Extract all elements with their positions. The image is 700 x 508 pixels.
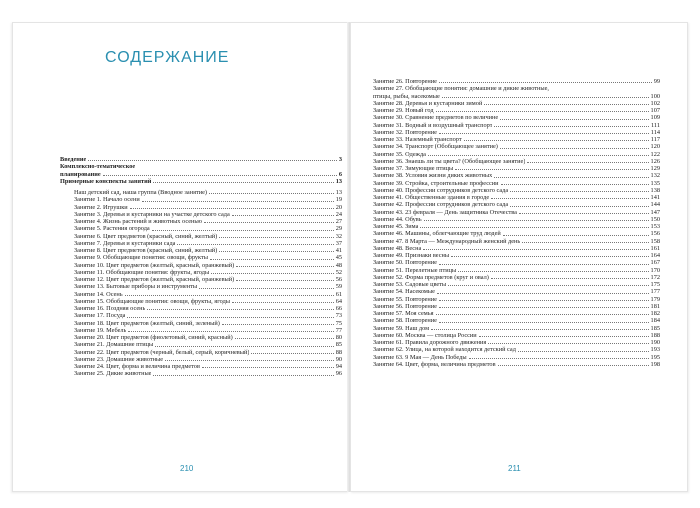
toc-entry-page: 170 (650, 266, 660, 274)
toc-dot-leader (439, 133, 649, 134)
toc-dot-leader (222, 324, 334, 325)
toc-entry (60, 218, 342, 225)
toc-dot-leader (494, 126, 649, 127)
toc-dot-leader (451, 256, 648, 257)
toc-entry-title: Занятие 2. Игрушки (74, 203, 128, 211)
toc-dot-leader (177, 244, 333, 245)
toc-entry (373, 172, 660, 179)
toc-entry-page: 172 (650, 273, 660, 281)
toc-entry (60, 356, 342, 363)
toc-entry-page: 19 (335, 196, 342, 204)
toc-dot-leader (498, 365, 649, 366)
toc-entry (373, 332, 660, 339)
toc-entry-title: Занятие 8. Цвет предметов (красный, синий, желтый) (74, 247, 218, 254)
toc-entry-page: 37 (335, 239, 342, 247)
toc-entry-title: Занятие 42. Профессии сотрудников детского сада (373, 201, 509, 209)
toc-entry-page: 90 (335, 355, 342, 363)
toc-entry-title: Занятие 32. Повторение (373, 128, 437, 136)
toc-entry-page: 177 (650, 288, 660, 296)
toc-entry-page: 147 (650, 208, 660, 216)
toc-dot-leader (439, 307, 649, 308)
toc-entry (373, 274, 660, 281)
toc-dot-leader (251, 353, 333, 354)
toc-dot-leader (142, 201, 334, 202)
toc-entry (60, 327, 342, 334)
toc-entry-page: 88 (335, 348, 342, 356)
toc-entry (373, 223, 660, 230)
toc-entry-page: 150 (650, 215, 660, 223)
toc-entry-page: 41 (335, 247, 342, 254)
toc-entry-page: 48 (335, 261, 342, 269)
page-number-left: 210 (180, 464, 194, 473)
toc-entry-page: 32 (335, 232, 342, 240)
toc-entry-title: Занятие 50. Повторение (373, 259, 437, 267)
toc-entry-title: Занятие 64. Цвет, форма, величина предметов (373, 360, 496, 368)
toc-entry (373, 187, 660, 194)
toc-entry-title: Занятие 16. Поздняя осень (74, 305, 146, 312)
toc-entry-page: 85 (335, 341, 342, 349)
toc-entry (60, 196, 342, 203)
toc-entry-title: Занятие 33. Наземный транспорт (373, 136, 462, 143)
toc-entry-title: Занятие 6. Цвет предметов (красный, синий, желтый) (74, 232, 218, 240)
toc-entry-page: 109 (650, 114, 660, 122)
toc-dot-leader (491, 278, 649, 279)
toc-entry (60, 189, 342, 196)
right-page (350, 22, 688, 492)
toc-dot-leader (130, 208, 334, 209)
toc-entry (373, 296, 660, 303)
toc-entry-page: 132 (650, 172, 660, 180)
toc-entry (373, 78, 660, 85)
toc-entry (60, 341, 342, 348)
toc-dot-leader (431, 329, 648, 330)
toc-entry (373, 245, 660, 252)
toc-entry-page: 190 (650, 339, 660, 346)
toc-dot-leader (210, 259, 334, 260)
toc-entry (373, 310, 660, 317)
toc-entry-title: Занятие 31. Водный и воздушный транспорт (373, 121, 493, 129)
toc-entry-title: Занятие 9. Обобщающие понятия: овощи, фрукты (74, 254, 209, 262)
toc-entry (60, 291, 342, 298)
toc-entry-title: Примерные конспекты занятий (60, 177, 152, 185)
toc-entry-page: 94 (335, 363, 342, 370)
toc-entry (373, 143, 660, 150)
toc-list-right (373, 78, 660, 368)
toc-entry-title: Занятие 11. Обобщающие понятия: фрукты, ягоды (74, 268, 210, 276)
toc-entry-page: 107 (650, 107, 660, 114)
toc-entry-title: Занятие 12. Цвет предметов (желтый, красный, оранжевый) (74, 276, 235, 283)
toc-entry (373, 122, 660, 129)
toc-dot-leader (469, 358, 649, 359)
toc-dot-leader (484, 104, 648, 105)
toc-dot-leader (153, 375, 333, 376)
toc-dot-leader (147, 309, 333, 310)
toc-entry-title: Занятие 28. Деревья и кустарники зимой (373, 99, 483, 107)
toc-dot-leader (103, 175, 337, 176)
toc-entry-page: 175 (650, 281, 660, 288)
toc-entry-page: 164 (650, 252, 660, 259)
toc-entry (373, 129, 660, 136)
toc-dot-leader (439, 322, 649, 323)
toc-dot-leader (420, 227, 648, 228)
toc-dot-leader (209, 193, 334, 194)
toc-entry-title: Комплексно-тематическое (60, 163, 136, 171)
toc-entry (373, 107, 660, 114)
toc-entry (60, 240, 342, 247)
toc-entry (60, 204, 342, 211)
toc-entry-page: 52 (335, 268, 342, 276)
toc-entry-title: Занятие 58. Повторение (373, 317, 437, 325)
toc-list-left (60, 156, 342, 378)
toc-entry-title: Занятие 35. Одежда (373, 150, 426, 158)
toc-entry-title: Занятие 13. Бытовые приборы и инструменты (74, 283, 198, 291)
toc-dot-leader (428, 155, 649, 156)
toc-entry-title: Занятие 40. Профессии сотрудников детского сада (373, 186, 509, 194)
toc-entry-page: 153 (650, 223, 660, 230)
toc-entry-title: планирование (60, 170, 101, 178)
toc-entry (373, 325, 660, 332)
toc-entry-title: Занятие 20. Цвет предметов (фиолетовый, синий, красный) (74, 334, 233, 341)
toc-entry (373, 93, 660, 100)
toc-entry (373, 151, 660, 158)
toc-entry (373, 281, 660, 288)
toc-entry-title: Занятие 34. Транспорт (Обобщающее занятие) (373, 143, 498, 151)
toc-entry (373, 100, 660, 107)
toc-entry-title: Занятие 51. Перелетные птицы (373, 266, 457, 274)
toc-entry-page: 129 (650, 165, 660, 172)
toc-entry-title: Занятие 62. Улица, на которой находится детский сад (373, 346, 516, 354)
toc-entry-title: Занятие 17. Посуда (74, 312, 126, 320)
toc-entry-page: 138 (650, 186, 660, 194)
toc-entry (60, 363, 342, 370)
toc-entry-title: Занятие 44. Обувь (373, 215, 422, 223)
toc-entry-page: 77 (335, 326, 342, 334)
toc-entry (60, 156, 342, 163)
toc-entry-title: Занятие 21. Домашние птицы (74, 341, 154, 349)
toc-dot-leader (153, 182, 333, 183)
toc-entry-page: 182 (650, 310, 660, 317)
toc-entry-title: Занятие 41. Общественные здания в городе (373, 194, 490, 201)
toc-entry (60, 178, 342, 185)
toc-entry-title: Занятие 3. Деревья и кустарники на участке детского сада (74, 210, 230, 218)
toc-entry-page: 80 (335, 334, 342, 341)
toc-entry-page: 135 (650, 179, 660, 187)
toc-entry-page: 111 (651, 121, 660, 129)
toc-entry-title: Занятие 26. Повторение (373, 78, 437, 85)
toc-entry-page: 64 (335, 297, 342, 305)
toc-entry-title: Занятие 48. Весна (373, 244, 422, 252)
toc-entry (373, 339, 660, 346)
toc-entry-title: Занятие 63. 9 Мая — День Победы (373, 353, 467, 361)
toc-dot-leader (127, 317, 333, 318)
toc-entry-page: 195 (650, 353, 660, 361)
toc-entry-page: 61 (335, 290, 342, 298)
toc-entry (60, 298, 342, 305)
toc-entry-title: Занятие 5. Растения огорода (74, 225, 150, 233)
toc-entry (60, 269, 342, 276)
toc-entry-page: 167 (650, 259, 660, 267)
toc-entry-title: Занятие 15. Обобщающие понятия: овощи, фрукты, ягоды (74, 297, 231, 305)
toc-dot-leader (501, 184, 649, 185)
toc-entry-page: 102 (650, 99, 660, 107)
toc-entry-page: 24 (335, 210, 342, 218)
toc-entry-title: Занятие 19. Мебель (74, 326, 127, 334)
toc-entry-title: Занятие 53. Садовые цветы (373, 281, 447, 288)
toc-entry (373, 252, 660, 259)
toc-entry (373, 194, 660, 201)
toc-entry-page: 158 (650, 237, 660, 245)
toc-entry (373, 288, 660, 295)
toc-entry-page: 185 (650, 324, 660, 332)
toc-entry-page: 122 (650, 150, 660, 158)
toc-entry (373, 209, 660, 216)
toc-dot-leader (437, 293, 649, 294)
toc-entry (60, 262, 342, 269)
toc-entry (60, 233, 342, 240)
toc-entry-title: Занятие 1. Начало осени (74, 196, 140, 204)
toc-entry-page: 156 (650, 230, 660, 238)
toc-entry-title: Занятие 59. Наш дом (373, 324, 430, 332)
toc-entry-title: Занятие 61. Правила дорожного движения (373, 339, 487, 346)
toc-dot-leader (236, 280, 333, 281)
toc-entry-page: 181 (650, 302, 660, 310)
toc-entry (373, 317, 660, 324)
toc-entry-page: 75 (335, 319, 342, 327)
toc-dot-leader (219, 237, 333, 238)
toc-entry-title: Занятие 36. Знаешь ли ты цвета? (Обобщающее занятие) (373, 157, 526, 165)
toc-entry (373, 165, 660, 172)
toc-dot-leader (439, 300, 649, 301)
toc-entry-title: Занятие 57. Моя семья (373, 310, 434, 317)
toc-entry (373, 230, 660, 237)
toc-entry-page: 114 (650, 128, 660, 136)
toc-entry-page: 6 (338, 170, 342, 178)
toc-entry-title: Занятие 54. Насекомые (373, 288, 435, 296)
toc-entry (373, 216, 660, 223)
toc-dot-leader (527, 162, 648, 163)
toc-entry-title: Занятие 46. Машины, облегчающие труд людей (373, 230, 501, 238)
toc-entry-page: 193 (650, 346, 660, 354)
toc-dot-leader (155, 346, 333, 347)
toc-entry (60, 283, 342, 290)
toc-entry (373, 267, 660, 274)
toc-entry (60, 211, 342, 218)
toc-entry-page: 198 (650, 360, 660, 368)
toc-entry-title: Занятие 7. Деревья и кустарники сада (74, 239, 176, 247)
toc-entry (373, 303, 660, 310)
toc-entry (60, 247, 342, 254)
toc-entry (60, 225, 342, 232)
toc-dot-leader (439, 264, 649, 265)
toc-dot-leader (503, 235, 649, 236)
toc-entry-title: Занятие 4. Жизнь растений и животных осенью (74, 218, 202, 225)
toc-entry (60, 320, 342, 327)
toc-entry-title: Занятие 30. Сравнение предметов по величине (373, 114, 499, 122)
toc-entry-page: 73 (335, 312, 342, 320)
toc-entry (373, 136, 660, 143)
page-number-right: 211 (508, 464, 521, 473)
toc-entry-page: 161 (650, 244, 660, 252)
toc-dot-leader (439, 82, 652, 83)
toc-entry-title: Занятие 37. Зимующие птицы (373, 165, 454, 172)
toc-dot-leader (152, 230, 334, 231)
toc-dot-leader (464, 140, 649, 141)
toc-entry-title: Введение (60, 156, 87, 163)
toc-entry-title: Занятие 22. Цвет предметов (черный, белый, серый, коричневый) (74, 348, 250, 356)
toc-dot-leader (436, 111, 649, 112)
toc-entry-title: Занятие 25. Дикие животные (74, 370, 152, 378)
toc-entry (373, 201, 660, 208)
toc-dot-leader (458, 271, 648, 272)
toc-entry-page: 66 (335, 305, 342, 312)
toc-entry-title: Занятие 38. Условия жизни диких животных (373, 172, 493, 180)
toc-entry-title: Занятие 10. Цвет предметов (желтый, красный, оранжевый) (74, 261, 235, 269)
toc-entry-title: Занятие 43. 23 февраля — День защитника Отечества (373, 208, 517, 216)
toc-entry-page: 141 (650, 194, 660, 201)
toc-dot-leader (236, 266, 333, 267)
toc-entry-page: 188 (650, 331, 660, 339)
toc-entry (373, 361, 660, 368)
toc-dot-leader (488, 343, 648, 344)
toc-entry (60, 349, 342, 356)
toc-entry (60, 163, 342, 170)
toc-dot-leader (448, 285, 648, 286)
toc-dot-leader (232, 302, 334, 303)
toc-entry-page: 99 (653, 78, 660, 85)
toc-dot-leader (510, 206, 648, 207)
toc-entry-page: 45 (335, 254, 342, 262)
toc-entry-title: Занятие 47. 8 Марта — Международный женский день (373, 237, 521, 245)
toc-dot-leader (202, 367, 334, 368)
toc-dot-leader (88, 160, 337, 161)
toc-entry-page: 120 (650, 143, 660, 151)
toc-dot-leader (204, 222, 334, 223)
toc-dot-leader (491, 198, 648, 199)
toc-dot-leader (211, 273, 333, 274)
toc-entry-page: 3 (338, 156, 342, 163)
toc-entry (60, 334, 342, 341)
toc-entry-title: Занятие 39. Стройка, строительные профессии (373, 179, 499, 187)
toc-entry (60, 305, 342, 312)
toc-dot-leader (519, 213, 649, 214)
toc-entry-page: 56 (335, 276, 342, 283)
toc-entry (373, 238, 660, 245)
toc-entry-page: 59 (335, 283, 342, 291)
toc-entry (373, 85, 660, 92)
toc-entry-title: Занятие 27. Обобщающие понятия: домашние и дикие животные, (373, 85, 549, 93)
toc-entry-page: 27 (335, 218, 342, 225)
toc-entry-page: 126 (650, 157, 660, 165)
toc-dot-leader (510, 191, 648, 192)
toc-entry-page: 184 (650, 317, 660, 325)
toc-entry-title: Занятие 60. Москва — столица России (373, 331, 477, 339)
toc-entry (373, 354, 660, 361)
page-title: СОДЕРЖАНИЕ (105, 49, 230, 66)
toc-entry-title: Наш детский сад, наша группа (Вводное занятие) (74, 189, 207, 196)
toc-entry-title: Занятие 23. Домашние животные (74, 355, 164, 363)
toc-entry (373, 180, 660, 187)
toc-dot-leader (500, 148, 649, 149)
toc-entry-title: Занятие 55. Повторение (373, 295, 437, 303)
toc-entry-page: 29 (335, 225, 342, 233)
toc-entry-page: 13 (335, 189, 342, 196)
toc-dot-leader (125, 295, 334, 296)
toc-dot-leader (423, 249, 648, 250)
toc-entry-title: Занятие 52. Форма предметов (круг и овал) (373, 273, 489, 281)
left-page (12, 22, 349, 492)
toc-dot-leader (442, 97, 649, 98)
toc-entry-page: 13 (335, 177, 342, 185)
toc-entry (60, 171, 342, 178)
toc-entry-page: 96 (335, 370, 342, 378)
toc-dot-leader (219, 251, 333, 252)
toc-entry-page: 144 (650, 201, 660, 209)
toc-dot-leader (436, 314, 649, 315)
toc-entry (373, 114, 660, 121)
toc-dot-leader (424, 220, 649, 221)
toc-entry (60, 370, 342, 377)
toc-dot-leader (232, 215, 334, 216)
toc-dot-leader (494, 177, 648, 178)
toc-dot-leader (235, 338, 334, 339)
toc-dot-leader (500, 119, 648, 120)
toc-entry-title: птицы, рыбы, насекомые (373, 92, 440, 100)
toc-entry (60, 254, 342, 261)
toc-entry (373, 346, 660, 353)
toc-entry-title: Занятие 56. Повторение (373, 302, 437, 310)
toc-entry-title: Занятие 18. Цвет предметов (желтый, синий, зеленый) (74, 319, 220, 327)
toc-entry-page: 117 (650, 136, 660, 143)
toc-entry-page: 179 (650, 295, 660, 303)
toc-entry-title: Занятие 49. Признаки весны (373, 252, 450, 259)
toc-entry (60, 312, 342, 319)
toc-entry-page: 100 (650, 92, 660, 100)
toc-dot-leader (522, 242, 648, 243)
toc-entry (373, 158, 660, 165)
toc-dot-leader (479, 336, 649, 337)
toc-dot-leader (165, 360, 334, 361)
toc-dot-leader (455, 169, 648, 170)
toc-dot-leader (199, 288, 334, 289)
toc-dot-leader (518, 351, 649, 352)
toc-entry-title: Занятие 14. Осень (74, 290, 123, 298)
toc-entry-title: Занятие 45. Зима (373, 223, 419, 230)
toc-entry (373, 259, 660, 266)
toc-entry-title: Занятие 29. Новый год (373, 107, 434, 114)
toc-entry (60, 276, 342, 283)
toc-entry-page: 20 (335, 203, 342, 211)
toc-entry-title: Занятие 24. Цвет, форма и величина предметов (74, 363, 200, 370)
toc-dot-leader (128, 331, 333, 332)
